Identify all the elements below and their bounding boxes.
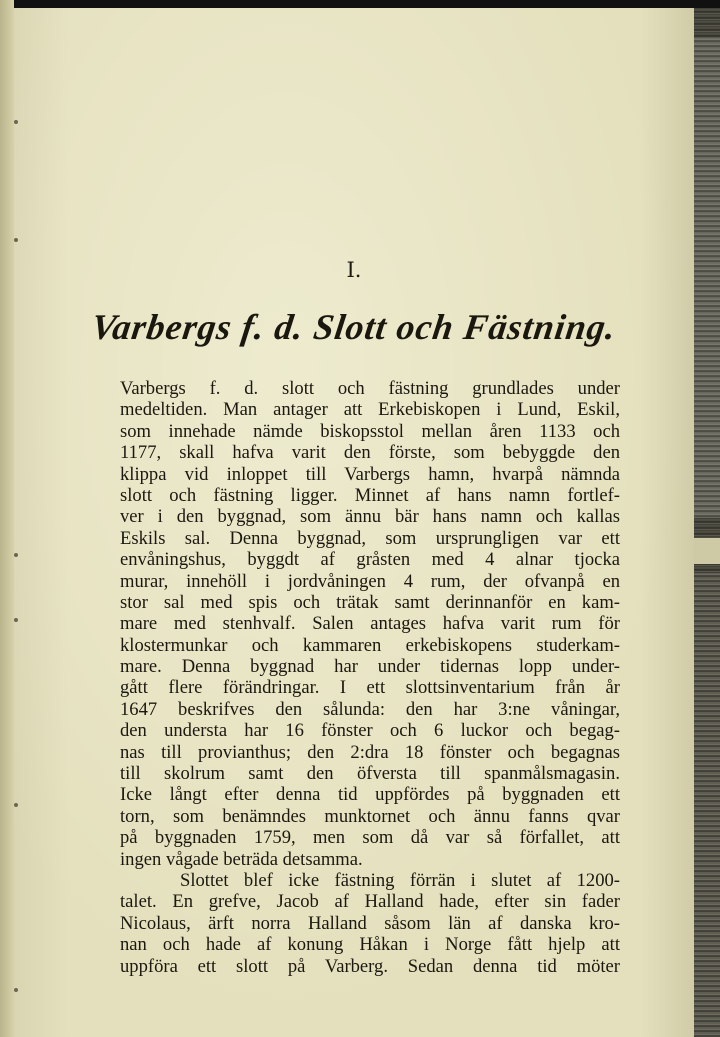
text-line: Eskils sal. Denna byggnad, som ursprungligen var ett (120, 527, 620, 549)
margin-mark (14, 618, 18, 622)
text-line: till skolrum samt den öfversta till spanmålsmagasin. (120, 763, 620, 785)
book-page (14, 8, 694, 1037)
text-line: slott och fästning ligger. Minnet af hans namn fortlef- (120, 484, 620, 506)
text-line: nas till provianthus; den 2:dra 18 fönster och begagnas (120, 741, 620, 763)
page-edge-texture (694, 573, 720, 1037)
text-line: talet. En grefve, Jacob af Halland hade, efter sin fader (120, 891, 620, 913)
text-line: mare med stenhvalf. Salen antages hafva varit rum för (120, 613, 620, 635)
text-line: envåningshus, byggdt af gråsten med 4 alnar tjocka (120, 549, 620, 571)
margin-mark (14, 988, 18, 992)
text-line: gått flere förändringar. I ett slottsinventarium från år (120, 677, 620, 699)
body-text (120, 378, 620, 977)
text-line: uppföra ett slott på Varberg. Sedan denna tid möter (120, 955, 620, 977)
page-edge-texture (694, 38, 720, 518)
text-line: Icke långt efter denna tid uppfördes på byggnaden ett (120, 784, 620, 806)
chapter-heading: Varbergs f. d. Slott och Fästning. (89, 307, 619, 347)
text-line: torn, som benämndes munktornet och ännu fanns qvar (120, 805, 620, 827)
margin-mark (14, 120, 18, 124)
scan-left-gutter (0, 0, 14, 1037)
text-line: den understa har 16 fönster och 6 luckor och begag- (120, 720, 620, 742)
scan-right-edge (694, 8, 720, 1037)
text-line: stor sal med spis och trätak samt derinnanför en kam- (120, 591, 620, 613)
text-line: nan och hade af konung Håkan i Norge fått hjelp att (120, 934, 620, 956)
text-line: mare. Denna byggnad har under tidernas lopp under- (120, 656, 620, 678)
page-edge-gap (694, 538, 720, 564)
text-line: Slottet blef icke fästning förrän i slutet af 1200- (180, 869, 620, 891)
chapter-number: I. (346, 258, 362, 282)
scan-top-border (0, 0, 720, 8)
text-line: Varbergs f. d. slott och fästning grundlades under (120, 378, 620, 399)
text-line: klippa vid inloppet till Varbergs hamn, hvarpå nämnda (120, 463, 620, 485)
text-line: klostermunkar och kammaren erkebiskopens studerkam- (120, 634, 620, 656)
margin-mark (14, 803, 18, 807)
text-line: ingen vågade beträda detsamma. (120, 848, 363, 870)
text-line: medeltiden. Man antager att Erkebiskopen i Lund, Eskil, (120, 399, 620, 421)
margin-mark (14, 238, 18, 242)
text-line: 1177, skall hafva varit den förste, som bebyggde den (120, 442, 620, 464)
text-line: Nicolaus, ärft norra Halland såsom län af danska kro- (120, 912, 620, 934)
text-line: på byggnaden 1759, men som då var så förfallet, att (120, 827, 620, 849)
text-line: som innehade nämde biskopsstol mellan åren 1133 och (120, 420, 620, 442)
text-line: ver i den byggnad, som ännu bär hans namn och kallas (120, 506, 620, 528)
text-line: 1647 beskrifves den sålunda: den har 3:ne våningar, (120, 698, 620, 720)
text-line: murar, innehöll i jordvåningen 4 rum, der ofvanpå en (120, 570, 620, 592)
margin-mark (14, 553, 18, 557)
